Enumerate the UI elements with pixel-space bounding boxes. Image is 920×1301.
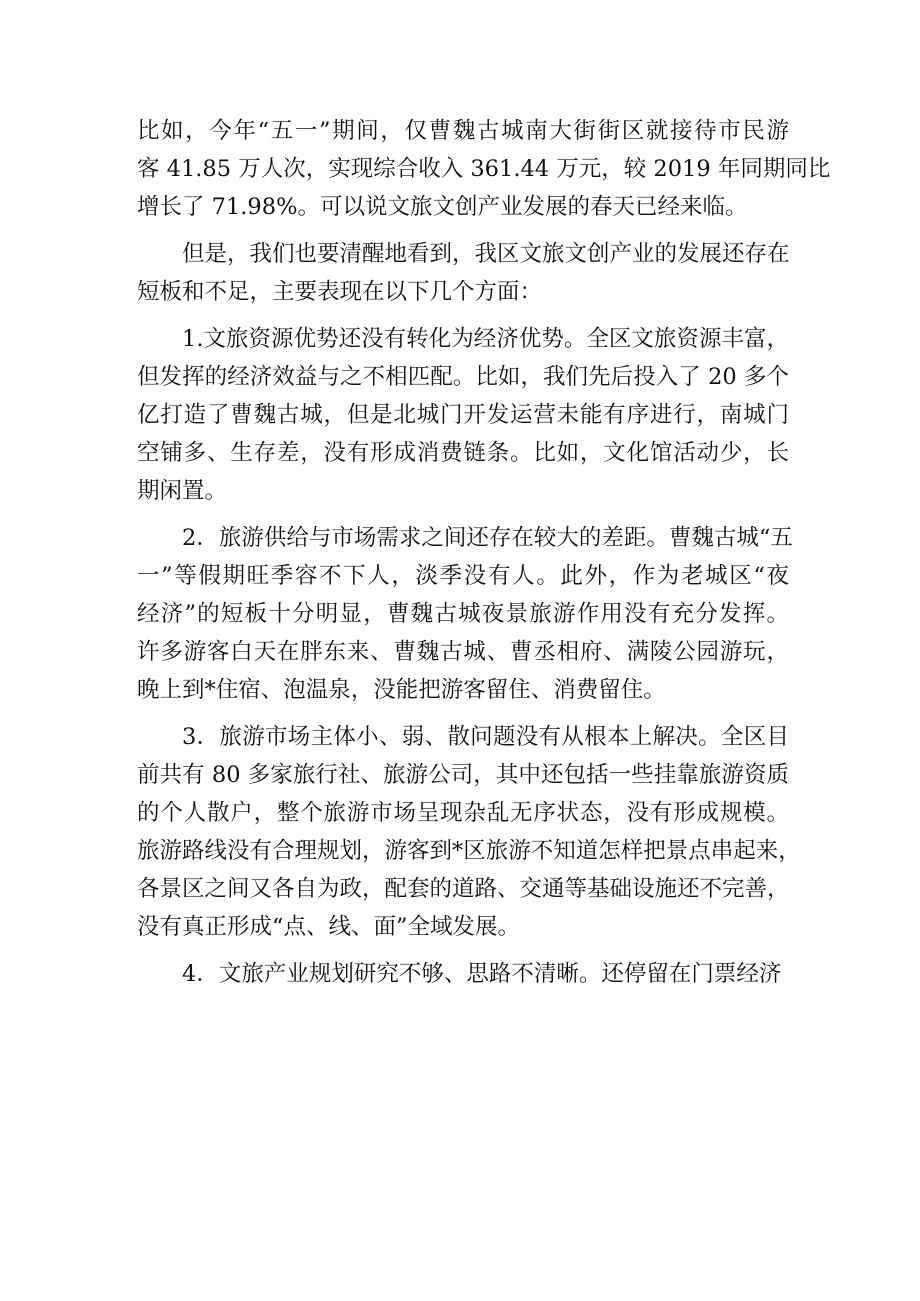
text-line: 增长了 71.98%。可以说文旅文创产业发展的春天已经来临。 bbox=[137, 194, 748, 220]
paragraph bbox=[137, 718, 801, 946]
text-line: 4．文旅产业规划研究不够、思路不清晰。还停留在门票经济 bbox=[182, 961, 782, 987]
paragraph-gap bbox=[137, 226, 789, 235]
text-line: 2．旅游供给与市场需求之间还存在较大的差距。曹魏古城“五 bbox=[182, 525, 793, 551]
paragraph-gap bbox=[137, 946, 789, 955]
text-line: 没有真正形成“点、线、面”全域发展。 bbox=[137, 914, 521, 940]
text-line: 的个人散户，整个旅游市场呈现杂乱无序状态，没有形成规模。 bbox=[137, 800, 789, 826]
paragraph bbox=[137, 519, 793, 709]
text-line: 一”等假期旺季容不下人，淡季没有人。此外，作为老城区“夜 bbox=[137, 563, 789, 589]
paragraph bbox=[137, 320, 789, 510]
paragraph bbox=[137, 112, 831, 226]
text-line: 客 41.85 万人次，实现综合收入 361.44 万元，较 2019 年同期同比 bbox=[137, 156, 831, 182]
text-line: 1.文旅资源优势还没有转化为经济优势。全区文旅资源丰富， bbox=[182, 326, 789, 352]
text-line: 3．旅游市场主体小、弱、散问题没有从根本上解决。全区目 bbox=[182, 724, 789, 750]
paragraph-gap bbox=[137, 311, 789, 320]
text-line: 比如，今年“五一”期间，仅曹魏古城南大街街区就接待市民游 bbox=[137, 118, 789, 144]
text-line: 空铺多、生存差，没有形成消费链条。比如，文化馆活动少，长 bbox=[137, 440, 789, 466]
text-line: 各景区之间又各自为政，配套的道路、交通等基础设施还不完善， bbox=[137, 876, 790, 902]
text-line: 亿打造了曹魏古城，但是北城门开发运营未能有序进行，南城门 bbox=[137, 402, 789, 428]
paragraph-gap bbox=[137, 510, 789, 519]
text-line: 旅游路线没有合理规划，游客到*区旅游不知道怎样把景点串起来， bbox=[137, 838, 801, 864]
document-body bbox=[137, 112, 831, 993]
text-line: 前共有 80 多家旅行社、旅游公司，其中还包括一些挂靠旅游资质 bbox=[137, 762, 789, 788]
paragraph-gap bbox=[137, 709, 789, 718]
text-line: 但发挥的经济效益与之不相匹配。比如，我们先后投入了 20 多个 bbox=[137, 364, 789, 390]
paragraph bbox=[137, 235, 789, 311]
text-line: 但是，我们也要清醒地看到，我区文旅文创产业的发展还存在 bbox=[182, 241, 790, 267]
text-line: 经济”的短板十分明显，曹魏古城夜景旅游作用没有充分发挥。 bbox=[137, 601, 789, 627]
paragraph bbox=[137, 955, 789, 993]
text-line: 短板和不足，主要表现在以下几个方面： bbox=[137, 279, 543, 305]
text-line: 晚上到*住宿、泡温泉，没能把游客留住、消费留住。 bbox=[137, 677, 666, 703]
text-line: 期闲置。 bbox=[137, 478, 228, 504]
text-line: 许多游客白天在胖东来、曹魏古城、曹丞相府、满陵公园游玩， bbox=[137, 639, 789, 665]
